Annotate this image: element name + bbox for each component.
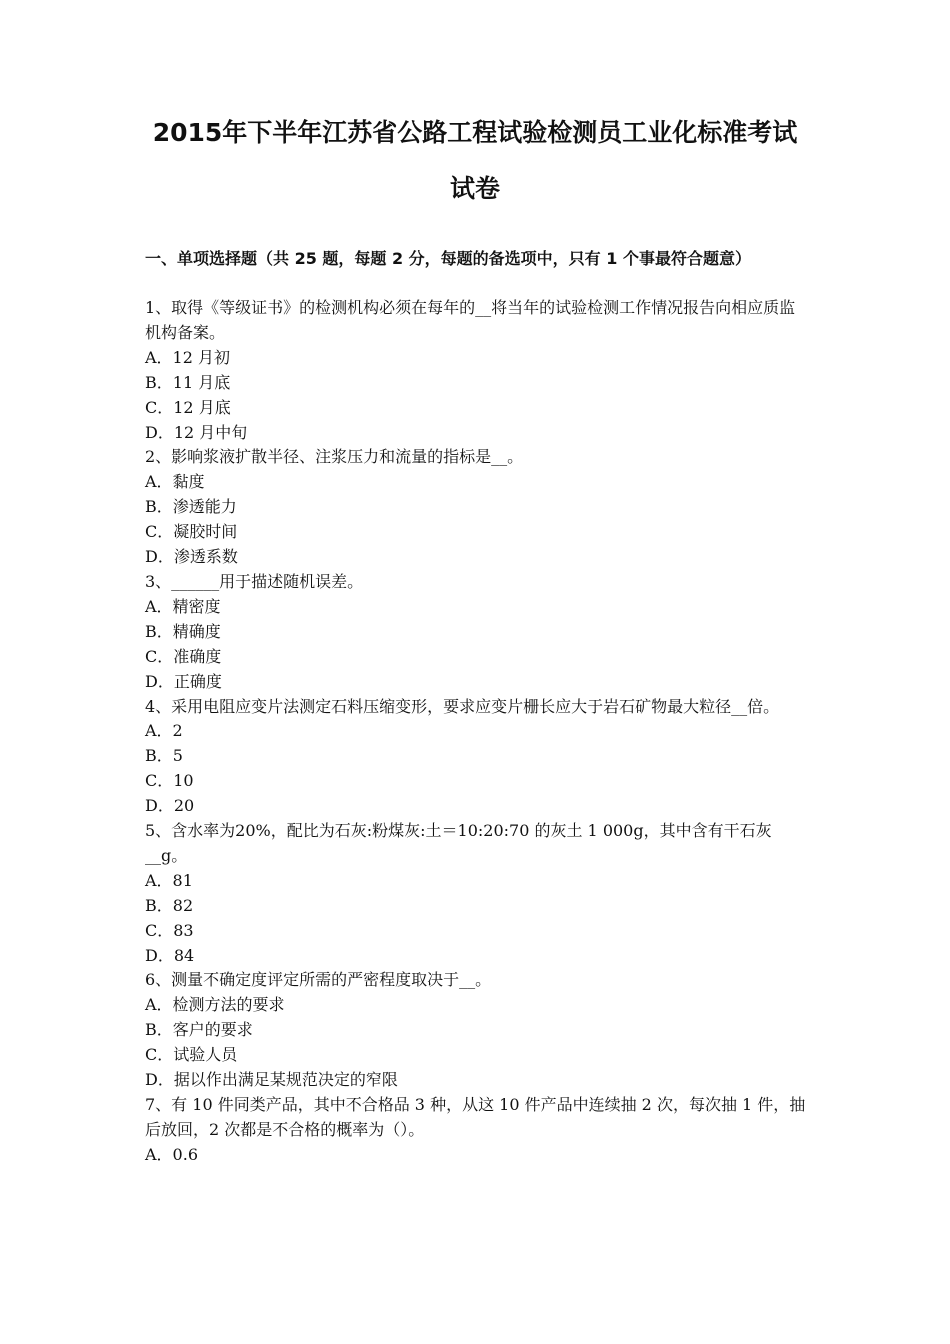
- question-2: [145, 445, 810, 570]
- section-heading: 一、单项选择题（共 25 题，每题 2 分，每题的备选项中，只有 1 个事最符合题意）: [145, 249, 751, 268]
- option-a: A．12 月初: [145, 347, 231, 367]
- option-b: B．11 月底: [145, 372, 231, 392]
- question-text: 1、取得《等级证书》的检测机构必须在每年的__将当年的试验检测工作情况报告向相应质监机构备案。: [145, 298, 796, 342]
- option-c: C．83: [145, 920, 194, 940]
- question-6: [145, 968, 810, 1093]
- question-text: 5、含水率为20%，配比为石灰:粉煤灰:土＝10:20:70 的灰土 1 000g，其中含有干石灰__g。: [145, 821, 772, 865]
- option-a: A．检测方法的要求: [145, 995, 285, 1015]
- option-b: B．5: [145, 746, 183, 766]
- option-d: D．渗透系数: [145, 547, 238, 567]
- question-text: 4、采用电阻应变片法测定石料压缩变形，要求应变片栅长应大于岩石矿物最大粒径__倍。: [145, 696, 780, 716]
- question-1: [145, 296, 810, 445]
- question-list: [145, 296, 810, 1168]
- option-b: B．精确度: [145, 621, 221, 641]
- option-c: C．试验人员: [145, 1045, 238, 1065]
- question-text: 6、测量不确定度评定所需的严密程度取决于__。: [145, 970, 492, 990]
- option-a: A．黏度: [145, 472, 205, 492]
- option-d: D．12 月中旬: [145, 422, 248, 442]
- option-c: C．凝胶时间: [145, 522, 238, 542]
- option-b: B．82: [145, 895, 194, 915]
- option-d: D．20: [145, 796, 195, 816]
- option-c: C．12 月底: [145, 397, 231, 417]
- question-text: 2、影响浆液扩散半径、注浆压力和流量的指标是__。: [145, 447, 524, 467]
- question-5: [145, 819, 810, 968]
- option-a: A．2: [145, 721, 183, 741]
- question-7: [145, 1093, 810, 1168]
- option-c: C．10: [145, 771, 194, 791]
- question-4: [145, 695, 810, 820]
- page-title-continued: 试卷: [449, 174, 500, 203]
- page-title: 2015年下半年江苏省公路工程试验检测员工业化标准考试: [152, 118, 798, 147]
- option-b: B．客户的要求: [145, 1020, 253, 1040]
- option-d: D．84: [145, 945, 195, 965]
- option-a: A．0.6: [145, 1144, 199, 1164]
- question-text: 7、有 10 件同类产品，其中不合格品 3 种，从这 10 件产品中连续抽 2 次，每次抽 1 件，抽后放回，2 次都是不合格的概率为（）。: [145, 1095, 806, 1139]
- question-3: [145, 570, 810, 695]
- option-d: D．正确度: [145, 671, 222, 691]
- option-a: A．精密度: [145, 596, 221, 616]
- option-c: C．准确度: [145, 646, 222, 666]
- question-text: 3、______用于描述随机误差。: [145, 571, 364, 591]
- option-d: D．据以作出满足某规范决定的窄限: [145, 1070, 398, 1090]
- option-b: B．渗透能力: [145, 497, 237, 517]
- option-a: A．81: [145, 870, 193, 890]
